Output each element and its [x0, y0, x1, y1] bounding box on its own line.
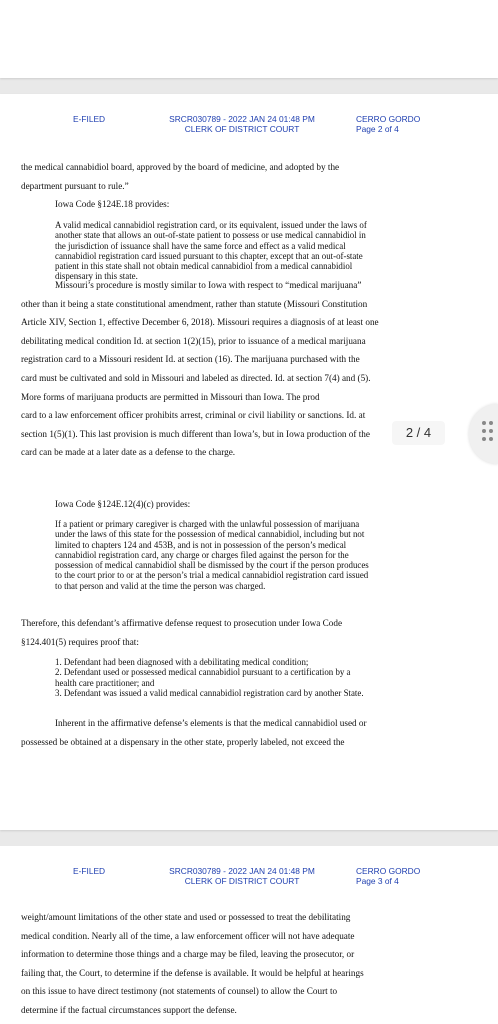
text-line: registration card to a Missouri resident Id. at section (16). The marijuana purchased with the	[21, 354, 360, 365]
text-line: possessed be obtained at a dispensary in the other state, properly labeled, not exceed the	[21, 736, 345, 747]
text-line: Inherent in the affirmative defense’s elements is that the medical cannabidiol used or	[55, 718, 367, 728]
vertical-dots-icon[interactable]	[482, 421, 496, 445]
list-item: health care practitioner; and	[55, 677, 155, 688]
quote-line: A valid medical cannabidiol registration card, or its equivalent, issued under the laws of	[55, 220, 367, 230]
text-line: medical condition. Nearly all of the time, a law enforcement officer will not have adequate	[21, 930, 355, 941]
quote-line: to that person and valid at the time the person was charged.	[55, 580, 266, 591]
county-name: CERRO GORDO	[356, 114, 421, 124]
document-page-2	[0, 94, 498, 830]
quote-line: under the laws of this state for the possession of medical cannabidiol, including but not	[55, 529, 365, 540]
requirements-list	[55, 657, 480, 698]
paragraph-inherent	[21, 714, 479, 751]
county-page	[356, 866, 420, 886]
quote-line: possession of medical cannabidiol shall be dismissed by the court if the person produces	[55, 560, 369, 571]
quote-line: cannabidiol registration card issued pursuant to this chapter, except that an out-of-state	[55, 250, 363, 261]
text-line: on this issue to have direct testimony (not statements of counsel) to allow the Court to	[21, 986, 338, 997]
case-number-timestamp: SRCR030789 - 2022 JAN 24 01:48 PM	[169, 114, 315, 124]
list-item: 3. Defendant was issued a valid medical cannabidiol registration card by another State.	[55, 687, 364, 698]
text-line: Missouri’s procedure is mostly similar to Iowa with respect to “medical marijuana”	[55, 280, 362, 290]
case-number-timestamp: SRCR030789 - 2022 JAN 24 01:48 PM	[169, 866, 315, 876]
quote-line: cannabidiol registration card, any charge or charges filed against the person for the	[55, 549, 349, 560]
text-line: card can be made at a later date as a defense to the charge.	[21, 447, 236, 458]
code-reference-124e12: Iowa Code §124E.12(4)(c) provides:	[55, 499, 191, 509]
text-line: Therefore, this defendant’s affirmative defense request to prosecution under Iowa Code	[21, 618, 343, 628]
page-number-label: Page 3 of 4	[356, 876, 399, 886]
text-line: the medical cannabidiol board, approved by the board of medicine, and adopted by the	[21, 162, 340, 172]
efiled-label: E-FILED	[73, 114, 106, 124]
quote-line: limited to chapters 124 and 453B, and is not in possession of the person’s medical	[55, 539, 347, 550]
paragraph-weight-limits	[21, 908, 479, 1020]
efiled-stamp	[0, 108, 498, 148]
block-quote-124e12	[55, 519, 480, 591]
text-line: More forms of marijuana products are permitted in Missouri than Iowa. The prod	[21, 391, 320, 402]
text-line: determine if the factual circumstances support the defense.	[21, 1004, 237, 1015]
text-line: debilitating medical condition Id. at section 1(2)(15), prior to issuance of a medical marijuana	[21, 335, 366, 346]
code-reference-124e18: Iowa Code §124E.18 provides:	[55, 199, 170, 209]
quote-line: If a patient or primary caregiver is charged with the unlawful possession of marijuana	[55, 519, 360, 529]
text-line: other than it being a state constitutional amendment, rather than statute (Missouri Constitution	[21, 298, 368, 309]
text-line: card to a law enforcement officer prohibits arrest, criminal or civil liability or sanctions. Id. at	[21, 410, 366, 421]
filing-info	[130, 114, 354, 134]
county-page	[356, 114, 420, 134]
efiled-label: E-FILED	[73, 866, 106, 876]
list-item: 2. Defendant used or possessed medical cannabidiol pursuant to a certification by a	[55, 667, 351, 678]
list-item: 1. Defendant had been diagnosed with a debilitating medical condition;	[55, 657, 309, 667]
quote-line: another state that allows an out-of-state patient to possess or use medical cannabidiol in	[55, 230, 366, 241]
text-line: card must be cultivated and sold in Missouri and labeled as directed. Id. at section 7(4) and (5).	[21, 372, 371, 383]
text-line: Article XIV, Section 1, effective December 6, 2018). Missouri requires a diagnosis of at least one	[21, 317, 379, 328]
county-name: CERRO GORDO	[356, 866, 421, 876]
efiled-stamp	[0, 860, 498, 900]
document-page-3	[0, 846, 498, 1024]
block-quote-124e18	[55, 220, 480, 282]
quote-line: the jurisdiction of issuance shall have the same force and effect as a valid medical	[55, 240, 346, 251]
filing-info	[130, 866, 354, 886]
previous-page-bottom	[0, 0, 498, 78]
text-line: §124.401(5) requires proof that:	[21, 636, 139, 647]
page-number-label: Page 2 of 4	[356, 124, 399, 134]
paragraph-affirmative-defense	[21, 614, 479, 651]
paragraph-board-rule	[21, 158, 479, 195]
text-line: information to determine those things and a charge may be filed, leaving the prosecutor, or	[21, 949, 355, 960]
text-line: section 1(5)(1). This last provision is much different than Iowa’s, but in Iowa production of the	[21, 428, 370, 439]
clerk-label: CLERK OF DISTRICT COURT	[184, 876, 300, 886]
text-line: weight/amount limitations of the other state and used or possessed to treat the debilitating	[21, 912, 351, 922]
page-indicator[interactable]: 2 / 4	[392, 421, 445, 445]
quote-line: to the court prior to or at the person’s trial a medical cannabidiol registration card issued	[55, 570, 369, 581]
quote-line: patient in this state shall not obtain medical cannabidiol from a medical cannabidiol	[55, 261, 353, 272]
text-line: department pursuant to rule.”	[21, 180, 129, 191]
clerk-label: CLERK OF DISTRICT COURT	[184, 124, 300, 134]
text-line: failing that, the Court, to determine if the defense is available. It would be helpful at hearings	[21, 967, 364, 978]
quote-line: dispensary in this state.	[55, 271, 138, 282]
